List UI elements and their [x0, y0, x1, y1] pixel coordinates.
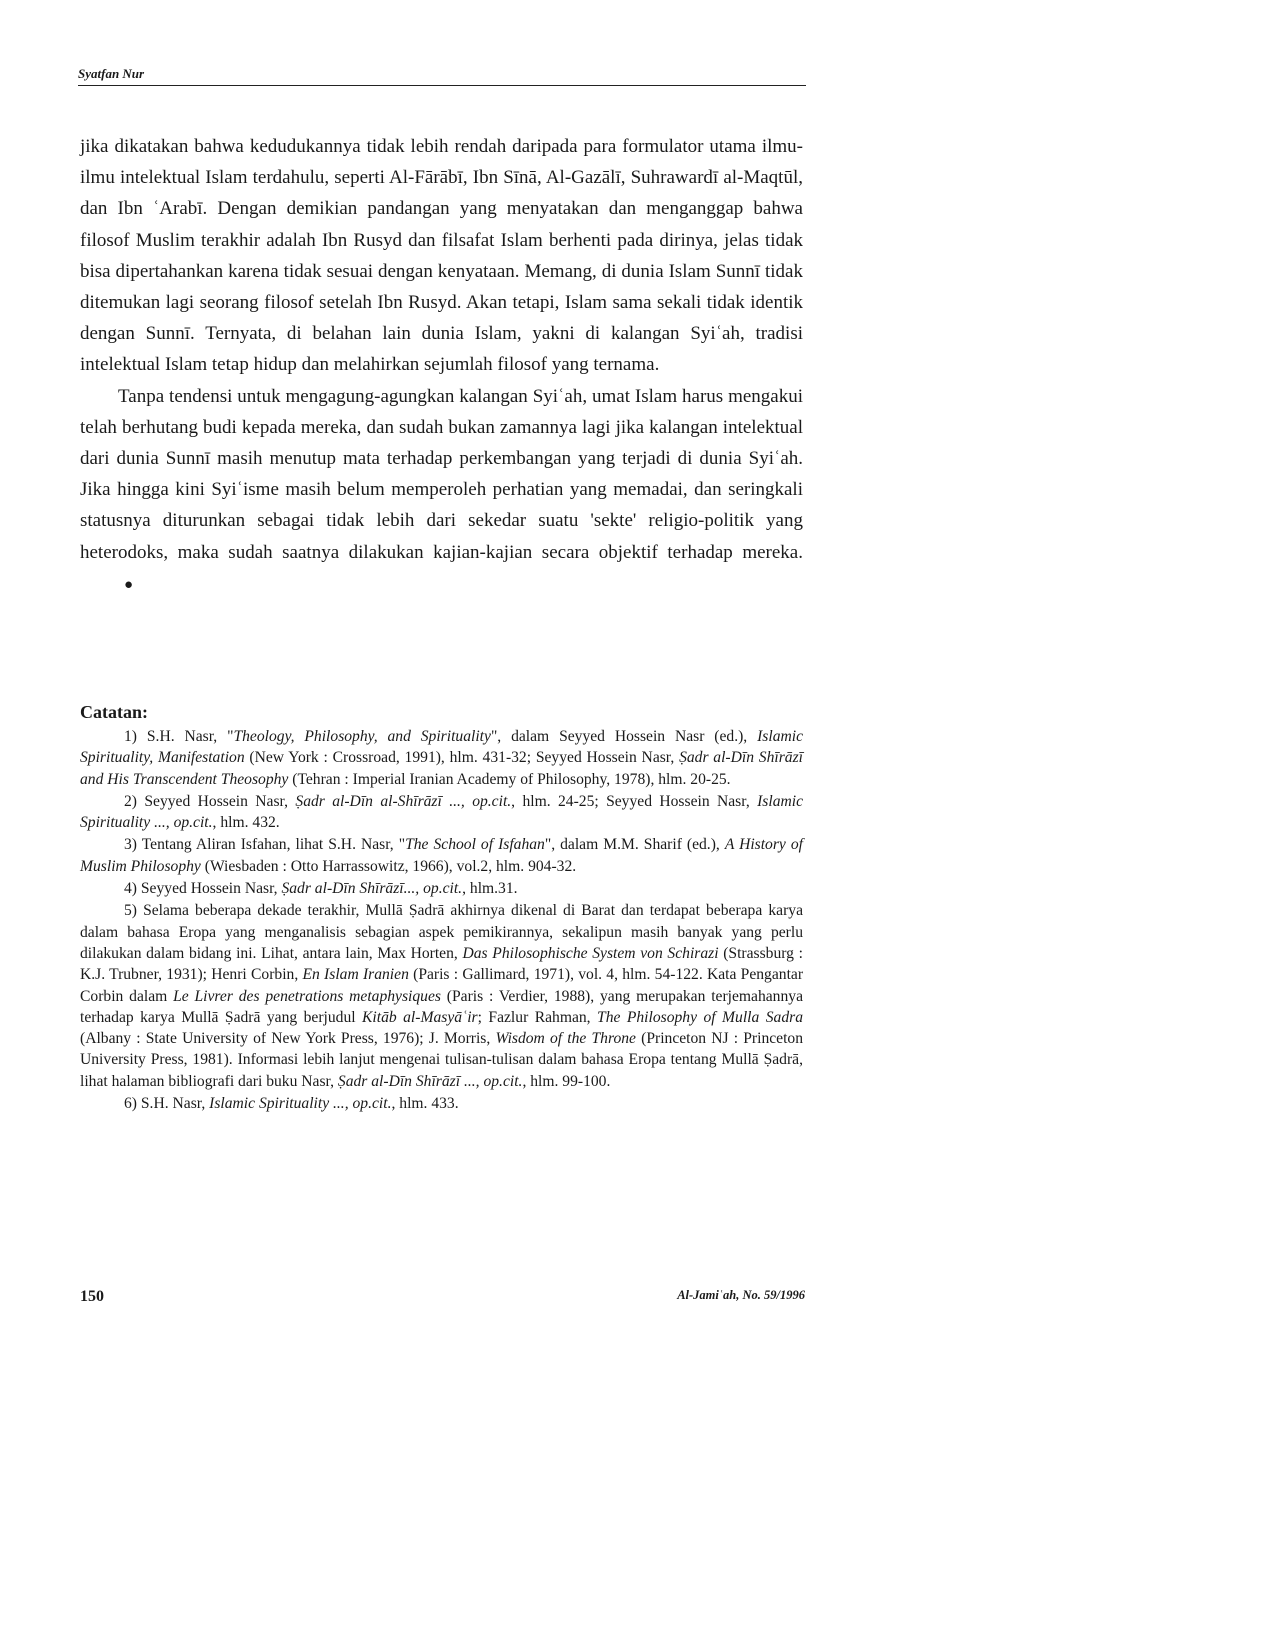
end-mark-icon: ●: [124, 576, 134, 593]
note-3: 3) Tentang Aliran Isfahan, lihat S.H. Nasr, "The School of Isfahan", dalam M.M. Sharif (ed.), A History of Muslim Philosophy (Wiesbaden : Otto Harrassowitz, 1966), vol.2, hlm. 904-32.: [80, 836, 803, 875]
note-6: 6) S.H. Nasr, Islamic Spirituality ..., op.cit., hlm. 433.: [124, 1095, 459, 1113]
body-paragraph-2: [80, 381, 803, 601]
note-2: 2) Seyyed Hossein Nasr, Ṣadr al-Dīn al-Shīrāzī ..., op.cit., hlm. 24-25; Seyyed Hossein Nasr, Islamic Spirituality ..., op.cit., hlm. 432.: [80, 792, 803, 832]
header-rule: [78, 85, 806, 86]
journal-citation: Al-Jamiʿah, No. 59/1996: [677, 1288, 805, 1302]
body-paragraph-2-text: Tanpa tendensi untuk mengagung-agungkan kalangan Syiʿah, umat Islam harus mengakui telah berhutang budi kepada mereka, dan sudah bukan zamannya lagi jika kalangan intelektual dari dunia Sunnī masih menutup mata terhadap perkembangan yang terjadi di dunia Syiʿah. Jika hingga kini Syiʿisme masih belum memperoleh perhatian yang memadai, dan seringkali statusnya diturunkan sebagai tidak lebih dari sekedar suatu 'sekte' religio-politik yang heterodoks, maka sudah saatnya dilakukan kajian-kajian secara objektif terhadap mereka.: [80, 385, 803, 563]
note-1: 1) S.H. Nasr, "Theology, Philosophy, and Spirituality", dalam Seyyed Hossein Nasr (ed.), Islamic Spirituality, Manifestation (New York : Crossroad, 1991), hlm. 431-32; Seyyed Hossein Nasr, Ṣadr al-Dīn Shīrāzī and His Transcendent Theosophy (Tehran : Imperial Iranian Academy of Philosophy, 1978), hlm. 20-25.: [80, 728, 803, 788]
page-number: 150: [80, 1288, 104, 1305]
note-5: 5) Selama beberapa dekade terakhir, Mullā Ṣadrā akhirnya dikenal di Barat dan terdapat beberapa karya dalam bahasa Eropa yang menganalisis sebagian aspek pemikirannya, sekalipun masih banyak yang perlu dilakukan dalam bidang ini. Lihat, antara lain, Max Horten, Das Philosophische System von Schirazi (Strassburg : K.J. Trubner, 1931); Henri Corbin, En Islam Iranien (Paris : Gallimard, 1971), vol. 4, hlm. 54-122. Kata Pengantar Corbin dalam Le Livrer des penetrations metaphysiques (Paris : Verdier, 1988), yang merupakan terjemahannya terhadap karya Mullā Ṣadrā yang berjudul Kitāb al-Masyāʿir; Fazlur Rahman, The Philosophy of Mulla Sadra (Albany : State University of New York Press, 1976); J. Morris, Wisdom of the Throne (Princeton NJ : Princeton University Press, 1981). Informasi lebih lanjut mengenai tulisan-tulisan dalam bahasa Eropa tentang Mullā Ṣadrā, lihat halaman bibliografi dari buku Nasr, Ṣadr al-Dīn Shīrāzī ..., op.cit., hlm. 99-100.: [80, 902, 804, 1090]
body-text: [80, 131, 803, 601]
notes-title: Catatan:: [80, 702, 148, 722]
notes-list: [80, 726, 803, 1115]
body-paragraph-1: jika dikatakan bahwa kedudukannya tidak lebih rendah daripada para formulator utama ilmu-ilmu intelektual Islam terdahulu, seperti Al-Fārābī, Ibn Sīnā, Al-Gazālī, Suhrawardī al-Maqtūl, dan Ibn ʿArabī. Dengan demikian pandangan yang menyatakan dan menganggap bahwa filosof Muslim terakhir adalah Ibn Rusyd dan filsafat Islam berhenti pada dirinya, jelas tidak bisa dipertahankan karena tidak sesuai dengan kenyataan. Memang, di dunia Islam Sunnī tidak ditemukan lagi seorang filosof setelah Ibn Rusyd. Akan tetapi, Islam sama sekali tidak identik dengan Sunnī. Ternyata, di belahan lain dunia Islam, yakni di kalangan Syiʿah, tradisi intelektual Islam tetap hidup dan melahirkan sejumlah filosof yang ternama.: [80, 136, 803, 376]
note-4: 4) Seyyed Hossein Nasr, Ṣadr al-Dīn Shīrāzī..., op.cit., hlm.31.: [124, 880, 518, 898]
running-head: Syatfan Nur: [78, 66, 145, 81]
